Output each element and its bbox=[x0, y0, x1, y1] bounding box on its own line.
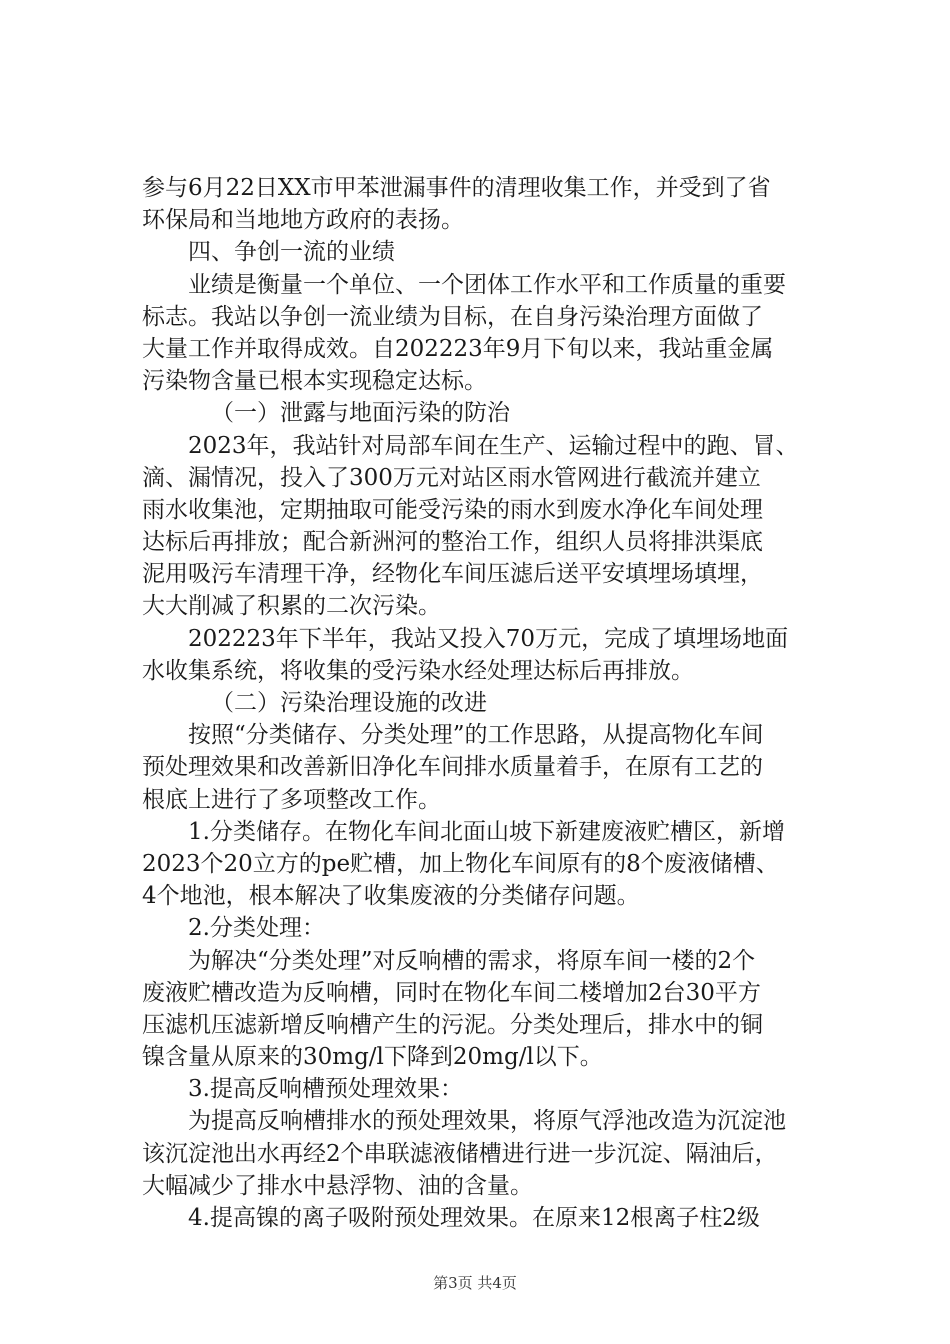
text-line: 雨水收集池，定期抽取可能受污染的雨水到废水净化车间处理 bbox=[142, 496, 763, 523]
text-line: 按照“分类储存、分类处理”的工作思路，从提高物化车间 bbox=[188, 722, 764, 749]
text-line: 参与6月22日XX市甲苯泄漏事件的清理收集工作，并受到了省 bbox=[142, 175, 771, 201]
text-line: 滴、漏情况，投入了300万元对站区雨水管网进行截流并建立 bbox=[142, 464, 761, 491]
text-line: 4.提高镍的离子吸附预处理效果。在原来12根离子柱2级 bbox=[188, 1205, 760, 1231]
text-line: 2023个20立方的pe贮槽，加上物化车间原有的8个废液储槽、 bbox=[142, 850, 779, 877]
text-line: 环保局和当地地方政府的表扬。 bbox=[142, 207, 464, 234]
text-line: 达标后再排放；配合新洲河的整治工作，组织人员将排洪渠底 bbox=[142, 529, 763, 556]
text-line: 标志。我站以争创一流业绩为目标，在自身污染治理方面做了 bbox=[142, 303, 763, 330]
text-line: 2023年，我站针对局部车间在生产、运输过程中的跑、冒、 bbox=[188, 432, 799, 459]
text-line: 四、争创一流的业绩 bbox=[188, 239, 395, 266]
text-line: （一）泄露与地面污染的防治 bbox=[211, 400, 510, 427]
text-line: 大大削减了积累的二次污染。 bbox=[142, 593, 441, 620]
text-line: 4个地池，根本解决了收集废液的分类储存问题。 bbox=[142, 883, 640, 910]
text-line: 大量工作并取得成效。自202223年9月下旬以来，我站重金属 bbox=[142, 335, 774, 362]
text-line: 业绩是衡量一个单位、一个团体工作水平和工作质量的重要 bbox=[188, 271, 786, 298]
text-line: 根底上进行了多项整改工作。 bbox=[142, 786, 441, 813]
text-line: 为解决“分类处理”对反响槽的需求，将原车间一楼的2个 bbox=[188, 947, 756, 974]
text-line: 3.提高反响槽预处理效果： bbox=[188, 1076, 463, 1103]
text-line: （二）污染治理设施的改进 bbox=[211, 690, 487, 716]
text-line: 压滤机压滤新增反响槽产生的污泥。分类处理后，排水中的铜 bbox=[142, 1011, 763, 1038]
text-line: 水收集系统，将收集的受污染水经处理达标后再排放。 bbox=[142, 657, 694, 684]
page-footer: 第3页 共4页 bbox=[433, 1274, 517, 1292]
document-body bbox=[142, 172, 842, 1234]
text-line: 废液贮槽改造为反响槽，同时在物化车间二楼增加2台30平方 bbox=[142, 979, 761, 1006]
text-line: 202223年下半年，我站又投入70万元，完成了填埋场地面 bbox=[188, 625, 789, 652]
text-line: 预处理效果和改善新旧净化车间排水质量着手，在原有工艺的 bbox=[142, 754, 763, 781]
text-line: 为提高反响槽排水的预处理效果，将原气浮池改造为沉淀池 bbox=[188, 1108, 786, 1135]
text-line: 1.分类储存。在物化车间北面山坡下新建废液贮槽区，新增 bbox=[188, 818, 785, 845]
text-line: 大幅减少了排水中悬浮物、油的含量。 bbox=[142, 1172, 533, 1199]
text-line: 泥用吸污车清理干净，经物化车间压滤后送平安填埋场填埋， bbox=[142, 561, 763, 588]
text-line: 污染物含量已根本实现稳定达标。 bbox=[142, 368, 487, 395]
text-line: 该沉淀池出水再经2个串联滤液储槽进行进一步沉淀、隔油后， bbox=[142, 1140, 778, 1167]
text-line: 2.分类处理： bbox=[188, 915, 325, 942]
text-line: 镍含量从原来的30mg/l下降到20mg/l以下。 bbox=[142, 1044, 603, 1071]
